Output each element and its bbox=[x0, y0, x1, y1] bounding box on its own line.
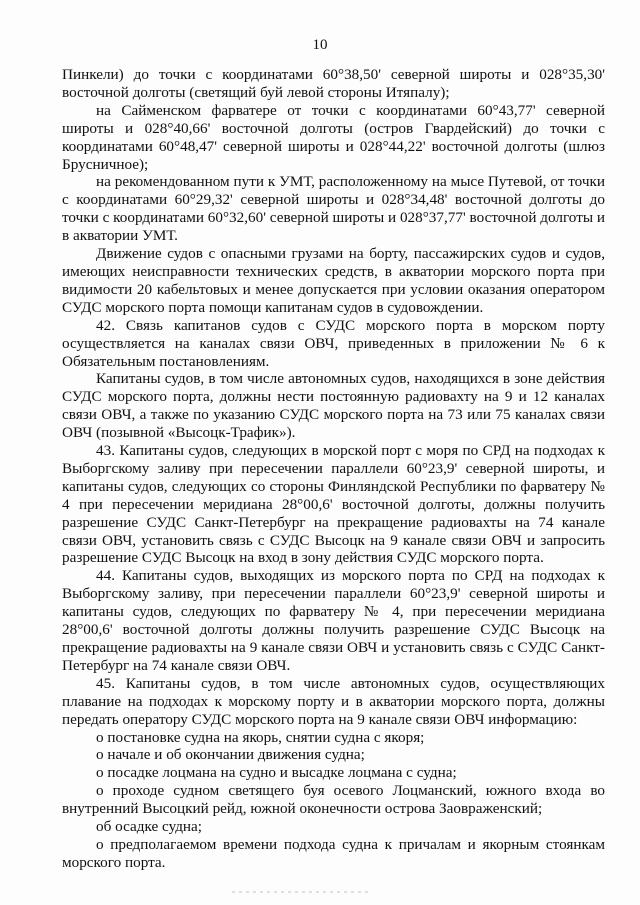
document-body bbox=[62, 66, 605, 872]
paragraph-item-44: 44. Капитаны судов, выходящих из морского порта по СРД на подходах к Выборгскому заливу, при пересечении параллели 60°23,9' северной широты и капитаны судов, следующих по фарватеру № 4, при пересечении меридиана 28°00,6' восточной долготы должны получить разрешение СУДС Высоцк на прекращение радиовахты на 9 канале связи ОВЧ и установить связь с СУДС Санкт-Петербург на 74 канале связи ОВЧ. bbox=[62, 567, 605, 674]
paragraph-saimaa-fairway: на Сайменском фарватере от точки с координатами 60°43,77' северной широты и 028°40,66' восточной долготы (остров Гвардейский) до точки с координатами 60°48,47' северной широты и 028°44,22' восточной долготы (шлюз Брусничное); bbox=[62, 101, 605, 173]
paragraph-dangerous-cargo: Движение судов с опасными грузами на борту, пассажирских судов и судов, имеющих неисправности технических средств, в акватории морского порта при видимости 20 кабельтовых и менее допускается при условии оказания оператором СУДС морского порта помощи капитанам судов в судовождении. bbox=[62, 245, 605, 316]
page-number: 10 bbox=[312, 37, 328, 53]
list-item-draft: об осадке судна; bbox=[96, 818, 203, 836]
list-item-movement: о начале и об окончании движения судна; bbox=[96, 746, 365, 764]
list-item-buoy-passage: о проходе судном светящего буя осевого Лоцманский, южного входа во внутренний Высоцкий рейд, южной оконечности острова Заовраженский; bbox=[62, 782, 605, 818]
list-item-anchoring: о постановке судна на якорь, снятии судна с якоря; bbox=[96, 728, 425, 746]
list-item-arrival-time: о предполагаемом времени подхода судна к причалам и якорным стоянкам морского порта. bbox=[62, 835, 605, 871]
paragraph-item-45: 45. Капитаны судов, в том числе автономных судов, осуществляющих плавание на подходах к морскому порту и в акватории морского порта, должны передать оператору СУДС морского порта на 9 канале связи ОВЧ информацию: bbox=[62, 674, 605, 728]
paragraph-radio-watch: Капитаны судов, в том числе автономных судов, находящихся в зоне действия СУДС морского порта, должны нести постоянную радиовахту на 9 и 12 каналах связи ОВЧ, а также по указанию СУДС морского порта на 73 или 75 каналах связи ОВЧ (позывной «Высоцк-Трафик»). bbox=[62, 370, 605, 442]
paragraph-item-42: 42. Связь капитанов судов с СУДС морского порта в морском порту осуществляется на каналах связи ОВЧ, приведенных в приложении № 6 к Обязательным постановлениям. bbox=[62, 316, 605, 370]
list-item-pilot: о посадке лоцмана на судно и высадке лоцмана с судна; bbox=[96, 764, 457, 782]
scan-artifact bbox=[232, 891, 372, 893]
paragraph-item-43: 43. Капитаны судов, следующих в морской порт с моря по СРД на подходах к Выборгскому заливу при пересечении параллели 60°23,9' северной широты, и капитаны судов, следующих со стороны Финляндской Республики по фарватеру № 4 при пересечении меридиана 28°00,6' восточной долготы, должны получить разрешение СУДС Санкт-Петербург на прекращение радиовахты на 74 канале связи ОВЧ, установить связь с СУДС Высоцк на 9 канале связи ОВЧ и запросить разрешение СУДС Высоцк на вход в зону действия СУДС морского порта. bbox=[62, 442, 605, 567]
paragraph-continuation: Пинкели) до точки с координатами 60°38,50' северной широты и 028°35,30' восточной долготы (светящий буй левой стороны Итяпалу); bbox=[62, 66, 605, 101]
paragraph-recommended-route: на рекомендованном пути к УМТ, расположенному на мысе Путевой, от точки с координатами 60°29,32' северной широты и 028°34,48' восточной долготы до точки с координатами 60°32,60' северной широты и 028°37,77' восточной долготы и в акватории УМТ. bbox=[62, 173, 605, 245]
